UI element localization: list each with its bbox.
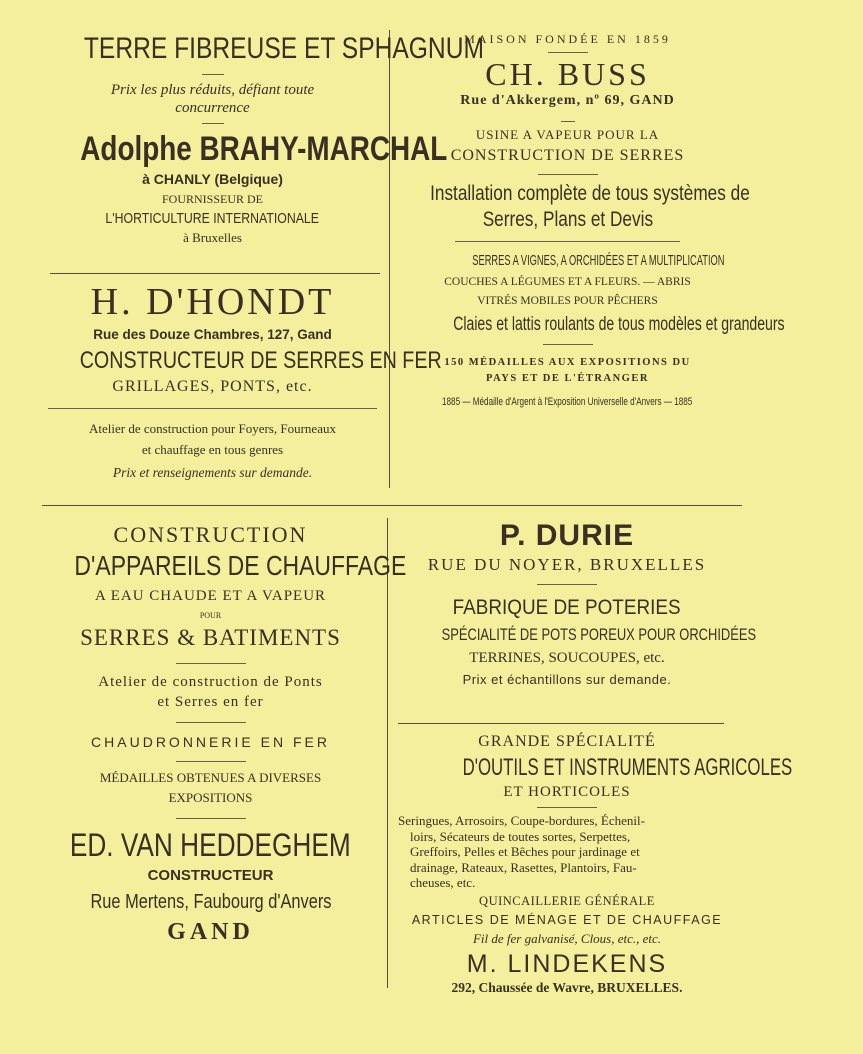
ad3-award: 1885 — Médaille d'Argent à l'Exposition Universelle d'Anvers — 1885 <box>442 396 693 408</box>
ad6-rule <box>537 807 597 808</box>
ad2-title: CONSTRUCTEUR DE SERRES EN FER <box>79 347 442 374</box>
ad3-rule <box>548 52 588 53</box>
ad5-name: P. DURIE <box>499 519 635 552</box>
ad5-rule <box>537 584 597 585</box>
divider-vertical-top <box>389 30 390 488</box>
ad4-role: CONSTRUCTEUR <box>147 867 274 884</box>
ad1-heading: TERRE FIBREUSE ET SPHAGNUM <box>83 32 484 65</box>
ad3-specialty: SERRES A VIGNES, A ORCHIDÉES ET A MULTIPLICATION <box>472 252 725 269</box>
ad2-desc-2: et chauffage en tous genres <box>141 442 284 457</box>
ad2-note: Prix et renseignements sur demande. <box>112 465 313 480</box>
ad3-couches-2: VITRÉS MOBILES POUR PÊCHERS <box>477 295 658 307</box>
ad4-city: GAND <box>167 919 254 945</box>
ad6-head-2: D'OUTILS ET INSTRUMENTS AGRICOLES <box>462 754 793 781</box>
ad1-tagline-2: concurrence <box>175 100 250 116</box>
ad1-rule <box>202 74 224 75</box>
ad5-fab: FABRIQUE DE POTERIES <box>453 596 681 619</box>
ad-ch-buss <box>395 30 785 417</box>
ad2-rule <box>48 408 377 409</box>
ad6-quinc: QUINCAILLERIE GÉNÉRALE <box>479 893 655 908</box>
ad6-list <box>392 813 742 891</box>
ad3-founded: MAISON FONDÉE EN 1859 <box>464 32 671 46</box>
ad3-couches-1: COUCHES A LÉGUMES ET A FLEURS. — ABRIS <box>444 276 691 288</box>
ad4-name: ED. VAN HEDDEGHEM <box>70 827 351 863</box>
ad5-items: TERRINES, SOUCOUPES, etc. <box>469 650 665 666</box>
ad4-atelier-2: et Serres en fer <box>157 694 264 710</box>
ad4-title-1: CONSTRUCTION <box>113 522 308 547</box>
divider-horizontal-main <box>42 505 742 506</box>
ad6-head-3: ET HORTICOLES <box>503 784 631 800</box>
ad-brahy-marchal <box>40 30 484 247</box>
ad1-rule-2 <box>202 123 224 124</box>
ad3-claies: Claies et lattis roulants de tous modèles et grandeurs <box>453 314 785 335</box>
ad3-line1: USINE A VAPEUR POUR LA <box>475 127 660 142</box>
ad1-role-2: L'HORTICULTURE INTERNATIONALE <box>105 210 320 227</box>
ad6-address: 292, Chaussée de Wavre, BRUXELLES. <box>451 979 683 995</box>
ad4-sub: A EAU CHAUDE ET A VAPEUR <box>94 588 327 604</box>
ad4-rule <box>176 663 246 664</box>
ad4-medals-2: EXPOSITIONS <box>168 790 253 805</box>
ad2-name: H. D'HONDT <box>90 281 335 323</box>
ad6-list-4: drainage, Rateaux, Rasettes, Plantoirs, Fau- <box>410 859 637 875</box>
ad4-pour: POUR <box>199 611 222 620</box>
ad1-city: à Bruxelles <box>183 230 242 245</box>
ad6-list-3: Greffoirs, Pelles et Bêches pour jardinage et <box>410 844 640 859</box>
ad4-rule-3 <box>176 761 246 762</box>
ad3-install-1: Installation complète de tous systèmes de <box>430 182 750 205</box>
ad3-line2: CONSTRUCTION DE SERRES <box>450 147 685 164</box>
ad4-rule-4 <box>176 818 246 819</box>
ad4-medals-1: MÉDAILLES OBTENUES A DIVERSES <box>99 770 322 785</box>
ad5-spec: SPÉCIALITÉ DE POTS POREUX POUR ORCHIDÉES <box>441 625 757 644</box>
ad3-rule-4 <box>455 241 680 242</box>
ad6-articles: ARTICLES DE MÉNAGE ET DE CHAUFFAGE <box>411 912 723 927</box>
ad2-sub: GRILLAGES, PONTS, etc. <box>112 378 313 395</box>
ad4-rule-2 <box>176 722 246 723</box>
ad4-title-2: D'APPAREILS DE CHAUFFAGE <box>74 550 407 581</box>
ad3-medals-1: 150 MÉDAILLES AUX EXPOSITIONS DU <box>444 357 691 368</box>
ad3-address: Rue d'Akkergem, nº 69, GAND <box>460 93 675 108</box>
ad-p-durie <box>392 518 757 691</box>
ad4-address: Rue Mertens, Faubourg d'Anvers <box>89 891 332 913</box>
ad1-tagline-1: Prix les plus réduits, défiant toute <box>110 82 315 98</box>
ad3-install-2: Serres, Plans et Devis <box>482 208 653 231</box>
ad-m-lindekens <box>392 730 793 997</box>
ad1-location: à CHANLY (Belgique) <box>142 171 283 187</box>
ad6-list-1: Seringues, Arrosoirs, Coupe-bordures, Échenil- <box>398 813 645 828</box>
ad5-address: RUE DU NOYER, BRUXELLES <box>427 555 707 574</box>
divider-vertical-bottom <box>387 518 388 988</box>
ad3-rule-5 <box>543 344 593 345</box>
ad3-name: CH. BUSS <box>485 56 650 92</box>
ad5-note: Prix et échantillons sur demande. <box>462 672 672 687</box>
ad6-list-2: loirs, Sécateurs de toutes sortes, Serpettes, <box>410 828 631 844</box>
ad4-target: SERRES & BATIMENTS <box>80 625 341 650</box>
ad3-medals-2: PAYS ET DE L'ÉTRANGER <box>486 373 649 384</box>
ad4-atelier-1: Atelier de construction de Ponts <box>98 674 323 690</box>
ad1-bottom-rule <box>50 273 380 274</box>
ad6-name: M. LINDEKENS <box>466 949 668 978</box>
ad1-name: Adolphe BRAHY-MARCHAL <box>80 130 448 168</box>
ad1-role-1: FOURNISSEUR DE <box>161 192 263 206</box>
ad3-rule-2 <box>561 121 575 122</box>
ad-dhondt <box>40 280 442 485</box>
ad2-desc-1: Atelier de construction pour Foyers, Fourneaux <box>89 421 336 436</box>
ad6-head-1: GRANDE SPÉCIALITÉ <box>478 733 656 750</box>
ad2-address: Rue des Douze Chambres, 127, Gand <box>93 327 332 342</box>
ad4-chaud: CHAUDRONNERIE EN FER <box>91 734 330 750</box>
ad5-bottom-rule <box>398 723 724 724</box>
ad6-list-5: cheuses, etc. <box>410 875 476 890</box>
ad6-fil: Fil de fer galvanisé, Clous, etc., etc. <box>472 930 662 946</box>
ad-van-heddeghem <box>38 520 407 947</box>
ad3-rule-3 <box>538 174 598 175</box>
